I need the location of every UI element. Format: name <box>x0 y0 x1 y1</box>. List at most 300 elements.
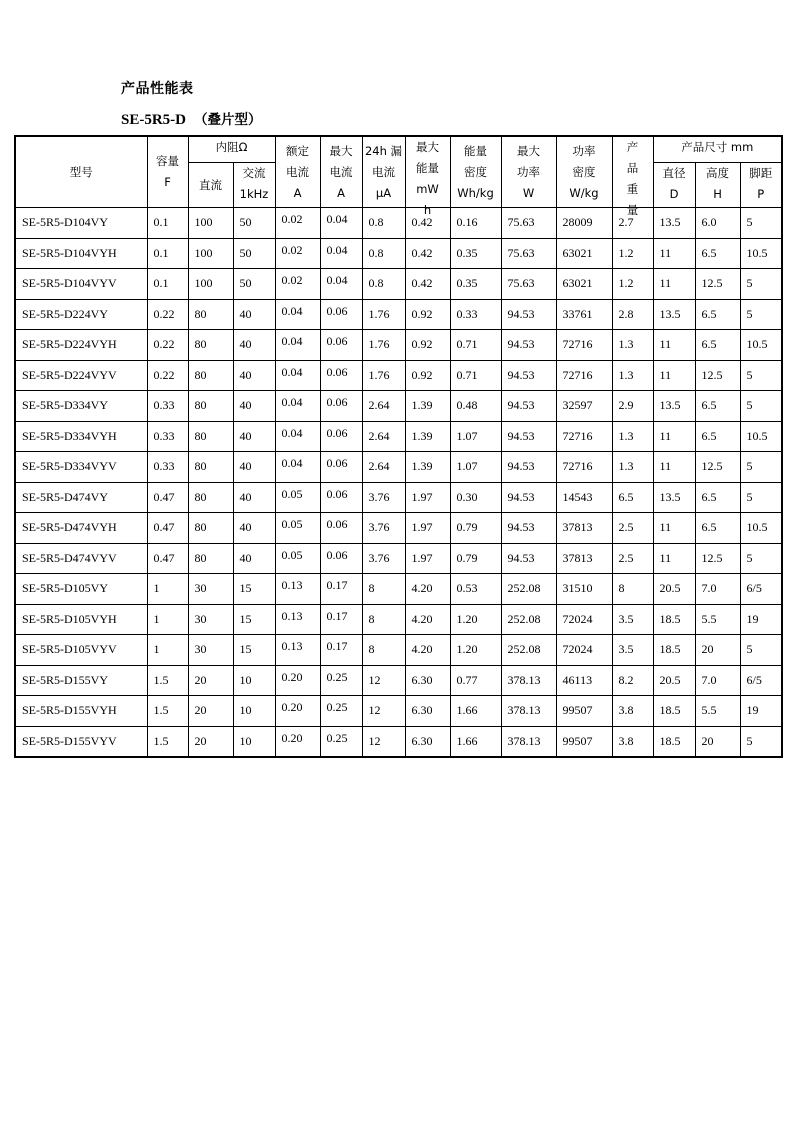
cell-leakage-current: 1.76 <box>362 330 405 361</box>
cell-weight: 1.2 <box>612 238 653 269</box>
header-internal-resistance: 内阻Ω <box>188 136 275 163</box>
cell-weight: 3.8 <box>612 696 653 727</box>
cell-max-current: 0.17 <box>320 604 362 635</box>
cell-weight: 2.5 <box>612 543 653 574</box>
cell-pitch: 10.5 <box>740 421 782 452</box>
cell-max-energy: 0.42 <box>405 269 450 300</box>
cell-max-energy: 1.39 <box>405 452 450 483</box>
cell-ir-dc: 80 <box>188 299 233 330</box>
cell-max-power: 94.53 <box>501 513 556 544</box>
cell-ir-dc: 20 <box>188 726 233 757</box>
cell-model: SE-5R5-D105VY <box>15 574 147 605</box>
cell-ir-ac: 40 <box>233 452 275 483</box>
cell-capacity: 0.47 <box>147 482 188 513</box>
cell-max-current: 0.06 <box>320 513 362 544</box>
cell-energy-density: 0.16 <box>450 208 501 239</box>
cell-ir-dc: 80 <box>188 391 233 422</box>
cell-power-density: 72024 <box>556 635 612 666</box>
cell-max-current: 0.25 <box>320 696 362 727</box>
cell-height: 20 <box>695 635 740 666</box>
cell-weight: 1.2 <box>612 269 653 300</box>
cell-max-power: 75.63 <box>501 238 556 269</box>
cell-power-density: 72716 <box>556 421 612 452</box>
table-row <box>15 665 782 696</box>
cell-max-current: 0.06 <box>320 543 362 574</box>
table-row <box>15 299 782 330</box>
cell-leakage-current: 3.76 <box>362 543 405 574</box>
cell-model: SE-5R5-D155VYH <box>15 696 147 727</box>
cell-model: SE-5R5-D104VYH <box>15 238 147 269</box>
cell-ir-dc: 80 <box>188 421 233 452</box>
cell-diameter: 11 <box>653 421 695 452</box>
cell-pitch: 5 <box>740 635 782 666</box>
cell-rated-current: 0.02 <box>275 208 320 239</box>
cell-max-power: 94.53 <box>501 360 556 391</box>
cell-rated-current: 0.05 <box>275 482 320 513</box>
cell-max-energy: 1.97 <box>405 543 450 574</box>
cell-pitch: 5 <box>740 452 782 483</box>
cell-ir-ac: 40 <box>233 513 275 544</box>
cell-height: 5.5 <box>695 696 740 727</box>
cell-max-energy: 6.30 <box>405 696 450 727</box>
cell-energy-density: 0.79 <box>450 513 501 544</box>
cell-model: SE-5R5-D334VYH <box>15 421 147 452</box>
cell-capacity: 0.33 <box>147 391 188 422</box>
cell-rated-current: 0.02 <box>275 269 320 300</box>
cell-power-density: 33761 <box>556 299 612 330</box>
cell-rated-current: 0.04 <box>275 391 320 422</box>
cell-ir-ac: 15 <box>233 574 275 605</box>
cell-max-current: 0.04 <box>320 238 362 269</box>
cell-max-energy: 4.20 <box>405 574 450 605</box>
cell-energy-density: 1.20 <box>450 635 501 666</box>
cell-capacity: 0.33 <box>147 421 188 452</box>
cell-height: 7.0 <box>695 665 740 696</box>
cell-weight: 8 <box>612 574 653 605</box>
header-ir-ac: 交流 1kHz <box>233 163 275 208</box>
cell-height: 12.5 <box>695 269 740 300</box>
cell-max-current: 0.06 <box>320 421 362 452</box>
table-row <box>15 696 782 727</box>
cell-ir-dc: 80 <box>188 543 233 574</box>
cell-weight: 1.3 <box>612 360 653 391</box>
cell-max-current: 0.06 <box>320 452 362 483</box>
cell-height: 6.5 <box>695 330 740 361</box>
cell-model: SE-5R5-D104VY <box>15 208 147 239</box>
cell-weight: 2.9 <box>612 391 653 422</box>
cell-leakage-current: 2.64 <box>362 421 405 452</box>
cell-max-power: 75.63 <box>501 269 556 300</box>
cell-capacity: 0.33 <box>147 452 188 483</box>
table-row <box>15 452 782 483</box>
cell-model: SE-5R5-D224VYV <box>15 360 147 391</box>
cell-ir-ac: 40 <box>233 391 275 422</box>
cell-energy-density: 0.33 <box>450 299 501 330</box>
table-header <box>15 136 782 217</box>
cell-energy-density: 0.79 <box>450 543 501 574</box>
cell-rated-current: 0.20 <box>275 665 320 696</box>
cell-diameter: 20.5 <box>653 665 695 696</box>
cell-leakage-current: 8 <box>362 635 405 666</box>
cell-capacity: 0.47 <box>147 513 188 544</box>
cell-ir-ac: 40 <box>233 421 275 452</box>
cell-model: SE-5R5-D474VYH <box>15 513 147 544</box>
header-max-power: 最大 功率 W <box>501 136 556 208</box>
cell-pitch: 10.5 <box>740 330 782 361</box>
cell-leakage-current: 8 <box>362 604 405 635</box>
cell-height: 6.5 <box>695 421 740 452</box>
cell-model: SE-5R5-D105VYH <box>15 604 147 635</box>
cell-max-energy: 1.97 <box>405 482 450 513</box>
cell-height: 6.0 <box>695 208 740 239</box>
performance-table <box>14 135 783 758</box>
header-capacity: 容量 F <box>147 136 188 208</box>
cell-capacity: 1 <box>147 635 188 666</box>
cell-max-power: 252.08 <box>501 635 556 666</box>
cell-max-energy: 1.39 <box>405 391 450 422</box>
cell-diameter: 11 <box>653 269 695 300</box>
cell-power-density: 37813 <box>556 543 612 574</box>
cell-model: SE-5R5-D104VYV <box>15 269 147 300</box>
header-leakage-current: 24h 漏 电流 μA <box>362 136 405 208</box>
cell-ir-dc: 100 <box>188 208 233 239</box>
cell-max-power: 94.53 <box>501 452 556 483</box>
cell-height: 6.5 <box>695 482 740 513</box>
cell-model: SE-5R5-D334VY <box>15 391 147 422</box>
cell-weight: 1.3 <box>612 421 653 452</box>
table-row <box>15 726 782 757</box>
cell-pitch: 5 <box>740 726 782 757</box>
cell-energy-density: 0.30 <box>450 482 501 513</box>
table-row <box>15 208 782 239</box>
cell-rated-current: 0.04 <box>275 330 320 361</box>
table-row <box>15 604 782 635</box>
cell-rated-current: 0.13 <box>275 635 320 666</box>
cell-pitch: 6/5 <box>740 665 782 696</box>
cell-leakage-current: 1.76 <box>362 360 405 391</box>
cell-max-energy: 4.20 <box>405 635 450 666</box>
cell-ir-dc: 80 <box>188 482 233 513</box>
cell-ir-dc: 20 <box>188 696 233 727</box>
cell-capacity: 1.5 <box>147 696 188 727</box>
cell-leakage-current: 0.8 <box>362 238 405 269</box>
cell-power-density: 31510 <box>556 574 612 605</box>
cell-height: 5.5 <box>695 604 740 635</box>
cell-max-current: 0.25 <box>320 726 362 757</box>
cell-weight: 2.7 <box>612 208 653 239</box>
section-heading <box>121 108 262 129</box>
cell-energy-density: 1.20 <box>450 604 501 635</box>
cell-diameter: 13.5 <box>653 208 695 239</box>
cell-energy-density: 1.07 <box>450 452 501 483</box>
cell-leakage-current: 0.8 <box>362 269 405 300</box>
header-max-energy: 最大 能量 mW h <box>405 136 450 208</box>
cell-max-current: 0.06 <box>320 391 362 422</box>
cell-ir-ac: 50 <box>233 208 275 239</box>
cell-max-current: 0.06 <box>320 482 362 513</box>
cell-max-energy: 1.97 <box>405 513 450 544</box>
cell-leakage-current: 3.76 <box>362 513 405 544</box>
header-max-current: 最大 电流 A <box>320 136 362 208</box>
cell-power-density: 32597 <box>556 391 612 422</box>
cell-power-density: 99507 <box>556 696 612 727</box>
cell-max-power: 94.53 <box>501 391 556 422</box>
cell-power-density: 72716 <box>556 330 612 361</box>
cell-leakage-current: 0.8 <box>362 208 405 239</box>
header-rated-current: 额定 电流 A <box>275 136 320 208</box>
cell-ir-dc: 80 <box>188 513 233 544</box>
cell-weight: 1.3 <box>612 452 653 483</box>
cell-model: SE-5R5-D224VYH <box>15 330 147 361</box>
cell-rated-current: 0.04 <box>275 421 320 452</box>
cell-height: 6.5 <box>695 391 740 422</box>
cell-energy-density: 1.07 <box>450 421 501 452</box>
cell-ir-ac: 40 <box>233 330 275 361</box>
cell-height: 12.5 <box>695 452 740 483</box>
cell-diameter: 18.5 <box>653 726 695 757</box>
header-height: 高度 H <box>695 163 740 208</box>
cell-weight: 1.3 <box>612 330 653 361</box>
cell-height: 6.5 <box>695 513 740 544</box>
cell-ir-ac: 40 <box>233 482 275 513</box>
cell-max-current: 0.06 <box>320 360 362 391</box>
cell-weight: 3.8 <box>612 726 653 757</box>
cell-max-energy: 0.92 <box>405 299 450 330</box>
cell-power-density: 72716 <box>556 452 612 483</box>
cell-max-current: 0.17 <box>320 635 362 666</box>
cell-model: SE-5R5-D105VYV <box>15 635 147 666</box>
cell-ir-ac: 50 <box>233 269 275 300</box>
cell-max-current: 0.17 <box>320 574 362 605</box>
cell-leakage-current: 12 <box>362 726 405 757</box>
cell-max-current: 0.06 <box>320 299 362 330</box>
cell-pitch: 6/5 <box>740 574 782 605</box>
cell-max-energy: 0.42 <box>405 238 450 269</box>
cell-ir-dc: 80 <box>188 330 233 361</box>
cell-diameter: 13.5 <box>653 391 695 422</box>
cell-pitch: 19 <box>740 696 782 727</box>
cell-power-density: 14543 <box>556 482 612 513</box>
cell-energy-density: 0.71 <box>450 360 501 391</box>
cell-max-energy: 1.39 <box>405 421 450 452</box>
cell-ir-dc: 30 <box>188 574 233 605</box>
cell-rated-current: 0.20 <box>275 726 320 757</box>
cell-diameter: 18.5 <box>653 604 695 635</box>
cell-rated-current: 0.04 <box>275 360 320 391</box>
table-row <box>15 574 782 605</box>
cell-rated-current: 0.04 <box>275 299 320 330</box>
cell-power-density: 63021 <box>556 238 612 269</box>
cell-pitch: 5 <box>740 208 782 239</box>
cell-ir-ac: 15 <box>233 604 275 635</box>
cell-leakage-current: 2.64 <box>362 391 405 422</box>
cell-max-energy: 0.42 <box>405 208 450 239</box>
header-product-weight: 产 品 重 量 <box>612 136 653 208</box>
cell-rated-current: 0.20 <box>275 696 320 727</box>
table-row <box>15 421 782 452</box>
table-row <box>15 330 782 361</box>
cell-ir-dc: 100 <box>188 269 233 300</box>
cell-weight: 8.2 <box>612 665 653 696</box>
cell-ir-dc: 20 <box>188 665 233 696</box>
cell-power-density: 37813 <box>556 513 612 544</box>
cell-max-energy: 6.30 <box>405 665 450 696</box>
header-ir-dc: 直流 <box>188 163 233 208</box>
cell-height: 20 <box>695 726 740 757</box>
cell-ir-dc: 30 <box>188 635 233 666</box>
cell-capacity: 1.5 <box>147 726 188 757</box>
cell-max-power: 94.53 <box>501 299 556 330</box>
cell-weight: 2.8 <box>612 299 653 330</box>
cell-capacity: 0.1 <box>147 238 188 269</box>
header-pitch: 脚距 P <box>740 163 782 208</box>
cell-diameter: 11 <box>653 543 695 574</box>
cell-power-density: 99507 <box>556 726 612 757</box>
cell-energy-density: 0.35 <box>450 238 501 269</box>
cell-capacity: 1 <box>147 604 188 635</box>
header-energy-density: 能量 密度 Wh/kg <box>450 136 501 208</box>
cell-max-power: 94.53 <box>501 543 556 574</box>
cell-pitch: 5 <box>740 543 782 574</box>
series-type: （叠片型） <box>194 112 262 128</box>
cell-max-energy: 6.30 <box>405 726 450 757</box>
cell-leakage-current: 3.76 <box>362 482 405 513</box>
cell-diameter: 11 <box>653 513 695 544</box>
cell-pitch: 19 <box>740 604 782 635</box>
cell-max-power: 94.53 <box>501 330 556 361</box>
cell-ir-ac: 15 <box>233 635 275 666</box>
cell-rated-current: 0.13 <box>275 604 320 635</box>
cell-power-density: 46113 <box>556 665 612 696</box>
cell-energy-density: 1.66 <box>450 726 501 757</box>
cell-capacity: 1 <box>147 574 188 605</box>
table-row <box>15 482 782 513</box>
cell-max-current: 0.25 <box>320 665 362 696</box>
header-power-density: 功率 密度 W/kg <box>556 136 612 208</box>
cell-power-density: 72716 <box>556 360 612 391</box>
cell-ir-dc: 80 <box>188 360 233 391</box>
cell-diameter: 20.5 <box>653 574 695 605</box>
cell-energy-density: 0.77 <box>450 665 501 696</box>
series-model: SE-5R5-D <box>121 112 187 128</box>
cell-max-energy: 0.92 <box>405 330 450 361</box>
cell-power-density: 72024 <box>556 604 612 635</box>
cell-max-power: 94.53 <box>501 482 556 513</box>
cell-max-power: 94.53 <box>501 421 556 452</box>
cell-diameter: 13.5 <box>653 299 695 330</box>
cell-capacity: 0.22 <box>147 330 188 361</box>
cell-ir-ac: 40 <box>233 299 275 330</box>
cell-model: SE-5R5-D224VY <box>15 299 147 330</box>
header-dimensions: 产品尺寸 mm <box>653 136 782 163</box>
cell-ir-dc: 100 <box>188 238 233 269</box>
cell-height: 7.0 <box>695 574 740 605</box>
table-row <box>15 238 782 269</box>
cell-ir-ac: 40 <box>233 543 275 574</box>
cell-max-energy: 4.20 <box>405 604 450 635</box>
cell-max-power: 378.13 <box>501 696 556 727</box>
table-row <box>15 543 782 574</box>
cell-diameter: 18.5 <box>653 635 695 666</box>
cell-energy-density: 0.48 <box>450 391 501 422</box>
cell-energy-density: 1.66 <box>450 696 501 727</box>
cell-pitch: 5 <box>740 482 782 513</box>
cell-leakage-current: 1.76 <box>362 299 405 330</box>
cell-leakage-current: 12 <box>362 665 405 696</box>
cell-max-power: 75.63 <box>501 208 556 239</box>
cell-model: SE-5R5-D334VYV <box>15 452 147 483</box>
cell-model: SE-5R5-D155VYV <box>15 726 147 757</box>
cell-diameter: 18.5 <box>653 696 695 727</box>
cell-ir-ac: 10 <box>233 665 275 696</box>
cell-rated-current: 0.13 <box>275 574 320 605</box>
cell-weight: 3.5 <box>612 604 653 635</box>
cell-height: 6.5 <box>695 238 740 269</box>
cell-rated-current: 0.05 <box>275 513 320 544</box>
cell-ir-ac: 40 <box>233 360 275 391</box>
cell-max-power: 378.13 <box>501 726 556 757</box>
cell-pitch: 5 <box>740 360 782 391</box>
cell-diameter: 11 <box>653 238 695 269</box>
cell-pitch: 5 <box>740 391 782 422</box>
cell-power-density: 28009 <box>556 208 612 239</box>
cell-max-power: 378.13 <box>501 665 556 696</box>
cell-max-current: 0.04 <box>320 269 362 300</box>
header-model: 型号 <box>15 136 147 208</box>
cell-power-density: 63021 <box>556 269 612 300</box>
cell-max-current: 0.06 <box>320 330 362 361</box>
cell-model: SE-5R5-D155VY <box>15 665 147 696</box>
cell-max-current: 0.04 <box>320 208 362 239</box>
cell-pitch: 5 <box>740 299 782 330</box>
cell-model: SE-5R5-D474VYV <box>15 543 147 574</box>
cell-diameter: 11 <box>653 452 695 483</box>
cell-max-power: 252.08 <box>501 604 556 635</box>
cell-ir-dc: 80 <box>188 452 233 483</box>
cell-capacity: 1.5 <box>147 665 188 696</box>
table-row <box>15 360 782 391</box>
cell-leakage-current: 2.64 <box>362 452 405 483</box>
cell-model: SE-5R5-D474VY <box>15 482 147 513</box>
cell-capacity: 0.1 <box>147 208 188 239</box>
page-title: 产品性能表 <box>121 81 194 97</box>
cell-capacity: 0.22 <box>147 299 188 330</box>
cell-energy-density: 0.71 <box>450 330 501 361</box>
cell-rated-current: 0.04 <box>275 452 320 483</box>
cell-diameter: 13.5 <box>653 482 695 513</box>
cell-max-energy: 0.92 <box>405 360 450 391</box>
cell-pitch: 10.5 <box>740 238 782 269</box>
cell-capacity: 0.47 <box>147 543 188 574</box>
table-row <box>15 635 782 666</box>
table-body <box>15 208 782 758</box>
cell-ir-ac: 10 <box>233 726 275 757</box>
cell-diameter: 11 <box>653 360 695 391</box>
cell-weight: 2.5 <box>612 513 653 544</box>
header-diameter: 直径 D <box>653 163 695 208</box>
cell-height: 6.5 <box>695 299 740 330</box>
cell-leakage-current: 8 <box>362 574 405 605</box>
cell-pitch: 10.5 <box>740 513 782 544</box>
cell-height: 12.5 <box>695 543 740 574</box>
cell-height: 12.5 <box>695 360 740 391</box>
cell-energy-density: 0.53 <box>450 574 501 605</box>
cell-max-power: 252.08 <box>501 574 556 605</box>
cell-ir-ac: 50 <box>233 238 275 269</box>
cell-leakage-current: 12 <box>362 696 405 727</box>
cell-rated-current: 0.05 <box>275 543 320 574</box>
cell-rated-current: 0.02 <box>275 238 320 269</box>
